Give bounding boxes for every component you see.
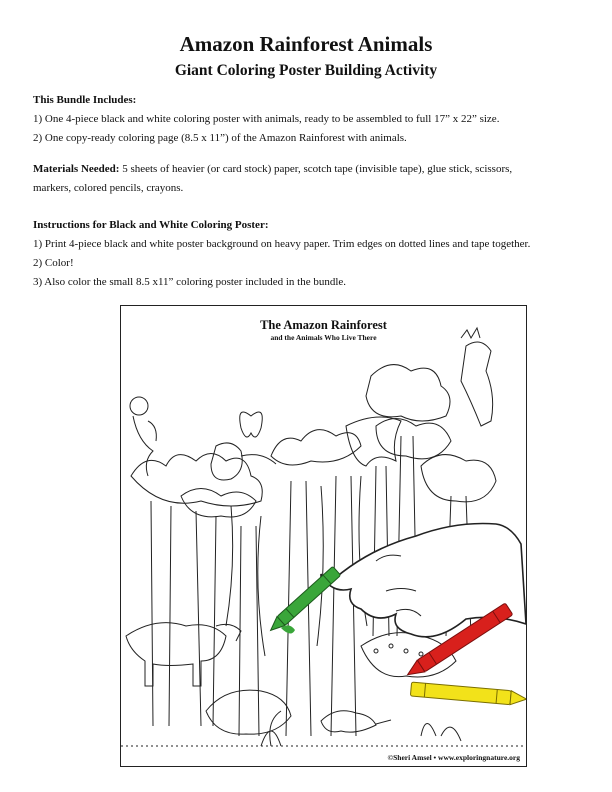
bundle-item-1: 1) One 4-piece black and white coloring poster with animals, ready to be assembled to full 17” x 22” size. [33,113,500,125]
bundle-item-2: 2) One copy-ready coloring page (8.5 x 11”) of the Amazon Rainforest with animals. [33,132,407,144]
materials-line-2: markers, colored pencils, crayons. [33,182,184,194]
poster-title: The Amazon Rainforest [260,318,387,332]
materials-section [33,160,593,198]
materials-heading: Materials Needed: [33,163,120,175]
page-title: Amazon Rainforest Animals [179,32,433,56]
coloring-poster-illustration [120,305,527,767]
poster-subtitle: and the Animals Who Live There [270,333,377,342]
instructions-heading: Instructions for Black and White Coloring Poster: [33,219,269,231]
rainforest-line-art [121,306,526,766]
materials-line-1: 5 sheets of heavier (or card stock) paper, scotch tape (invisible tape), glue stick, scissors, [119,163,513,175]
instructions-item-1: 1) Print 4-piece black and white poster background on heavy paper. Trim edges on dotted lines and tape together. [33,238,531,250]
page-subtitle: Giant Coloring Poster Building Activity [174,62,438,79]
poster-credit: ©Sheri Amsel • www.exploringnature.org [387,753,520,762]
bundle-heading: This Bundle Includes: [33,94,137,106]
instructions-item-2: 2) Color! [33,257,74,269]
instructions-item-3: 3) Also color the small 8.5 x11” coloring poster included in the bundle. [33,276,347,288]
instructions-section [33,216,593,292]
bundle-section [33,91,593,148]
